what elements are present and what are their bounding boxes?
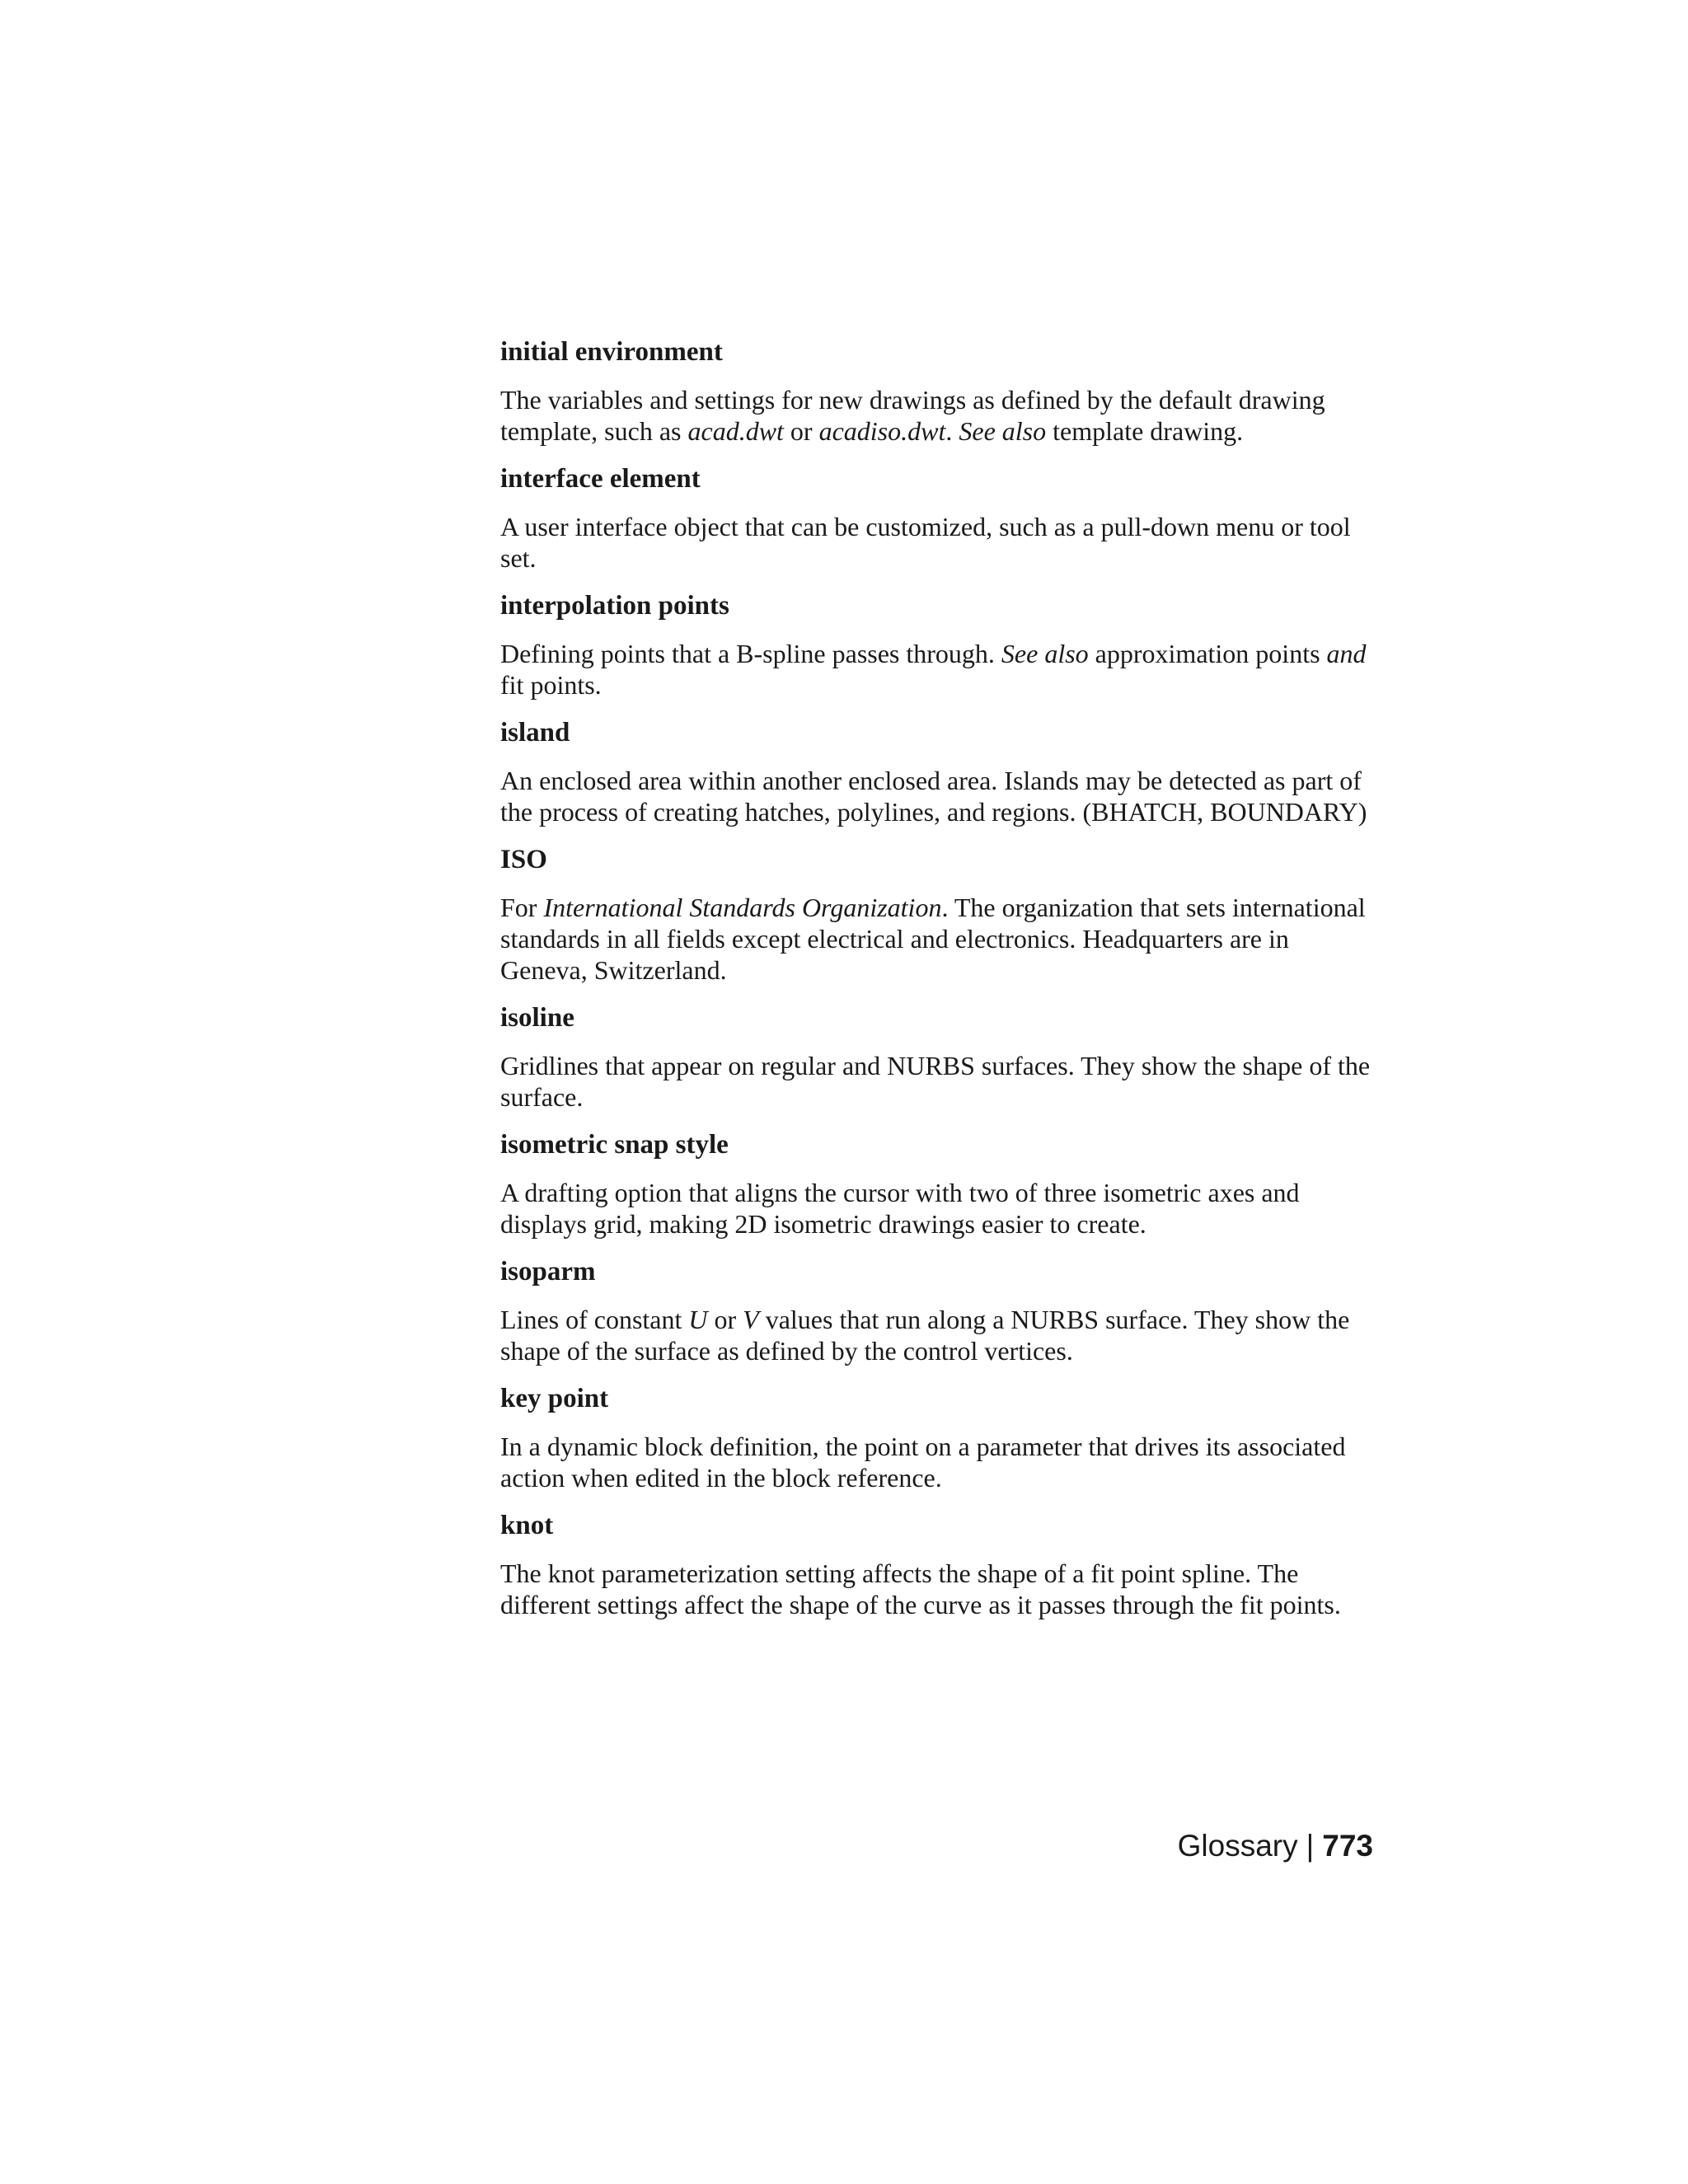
glossary-definition: [500, 1431, 1378, 1493]
definition-text: An enclosed area within another enclosed area. Islands may be detected as part of the process of creating hatches, polylines, and regions. (BHATCH, BOUNDARY): [500, 766, 1367, 827]
glossary-entry: [500, 717, 1378, 827]
glossary-entry: [500, 590, 1378, 701]
glossary-term: island: [500, 718, 570, 748]
definition-text: or: [783, 416, 819, 446]
definition-text: A drafting option that aligns the cursor with two of three isometric axes and displays grid, making 2D isometric drawings easier to create.: [500, 1178, 1300, 1239]
glossary-term: knot: [500, 1511, 554, 1540]
definition-text: Gridlines that appear on regular and NURBS surfaces. They show the shape of the surface.: [500, 1051, 1371, 1112]
definition-text: In a dynamic block definition, the point on a parameter that drives its associated action when edited in the block reference.: [500, 1432, 1346, 1493]
glossary-term: isometric snap style: [500, 1130, 729, 1160]
footer-separator: |: [1306, 1829, 1315, 1863]
glossary-definition: [500, 511, 1378, 574]
glossary-term: ISO: [500, 845, 547, 874]
glossary-list: [500, 336, 1378, 1637]
definition-emphasis: acad.dwt: [687, 416, 784, 446]
glossary-definition: [500, 765, 1378, 827]
glossary-definition: [500, 638, 1378, 701]
glossary-entry: [500, 1002, 1378, 1113]
glossary-term: isoparm: [500, 1257, 596, 1286]
definition-text: fit points.: [500, 670, 602, 700]
glossary-definition: [500, 1050, 1378, 1113]
glossary-entry: [500, 1383, 1378, 1493]
definition-emphasis: See also: [959, 416, 1047, 446]
definition-emphasis: acadiso.dwt: [818, 416, 946, 446]
definition-text: approximation points: [1088, 639, 1327, 668]
glossary-term: isoline: [500, 1003, 574, 1033]
definition-emphasis: V: [743, 1305, 759, 1334]
glossary-term: initial environment: [500, 337, 723, 367]
definition-text: A user interface object that can be customized, such as a pull-down menu or tool set.: [500, 512, 1351, 573]
definition-text: .: [945, 416, 959, 446]
glossary-definition: [500, 384, 1378, 447]
definition-text: Defining points that a B-spline passes through.: [500, 639, 1001, 668]
definition-emphasis: See also: [1001, 639, 1089, 668]
definition-text: The knot parameterization setting affects the shape of a fit point spline. The different settings affect the shape of the curve as it passes through the fit points.: [500, 1558, 1341, 1619]
definition-text: values that run along a NURBS surface. They show the shape of the surface as defined by the control vertices.: [500, 1305, 1350, 1366]
definition-text: For: [500, 893, 544, 922]
glossary-definition: [500, 1558, 1378, 1620]
glossary-entry: [500, 844, 1378, 986]
glossary-definition: [500, 892, 1378, 986]
page-footer: [1178, 1828, 1373, 1864]
definition-emphasis: International Standards Organization: [543, 893, 942, 922]
glossary-term: interface element: [500, 464, 701, 494]
glossary-entry: [500, 1510, 1378, 1620]
definition-emphasis: and: [1326, 639, 1367, 668]
glossary-entry: [500, 1129, 1378, 1240]
glossary-term: key point: [500, 1384, 609, 1413]
definition-text: The variables and settings for new drawings as defined by the default drawing template, such as: [500, 385, 1325, 446]
definition-text: Lines of constant: [500, 1305, 689, 1334]
definition-text: . The organization that sets international standards in all fields except electrical and electronics. Headquarters are in Geneva, Switzerland.: [500, 893, 1366, 985]
definition-text: or: [707, 1305, 743, 1334]
definition-emphasis: U: [688, 1305, 708, 1334]
glossary-definition: [500, 1177, 1378, 1240]
glossary-definition: [500, 1304, 1378, 1366]
page-number: 773: [1322, 1829, 1373, 1863]
footer-section-label: Glossary: [1177, 1829, 1298, 1863]
glossary-term: interpolation points: [500, 591, 729, 621]
glossary-entry: [500, 463, 1378, 574]
glossary-entry: [500, 336, 1378, 447]
definition-text: template drawing.: [1046, 416, 1244, 446]
glossary-entry: [500, 1256, 1378, 1366]
